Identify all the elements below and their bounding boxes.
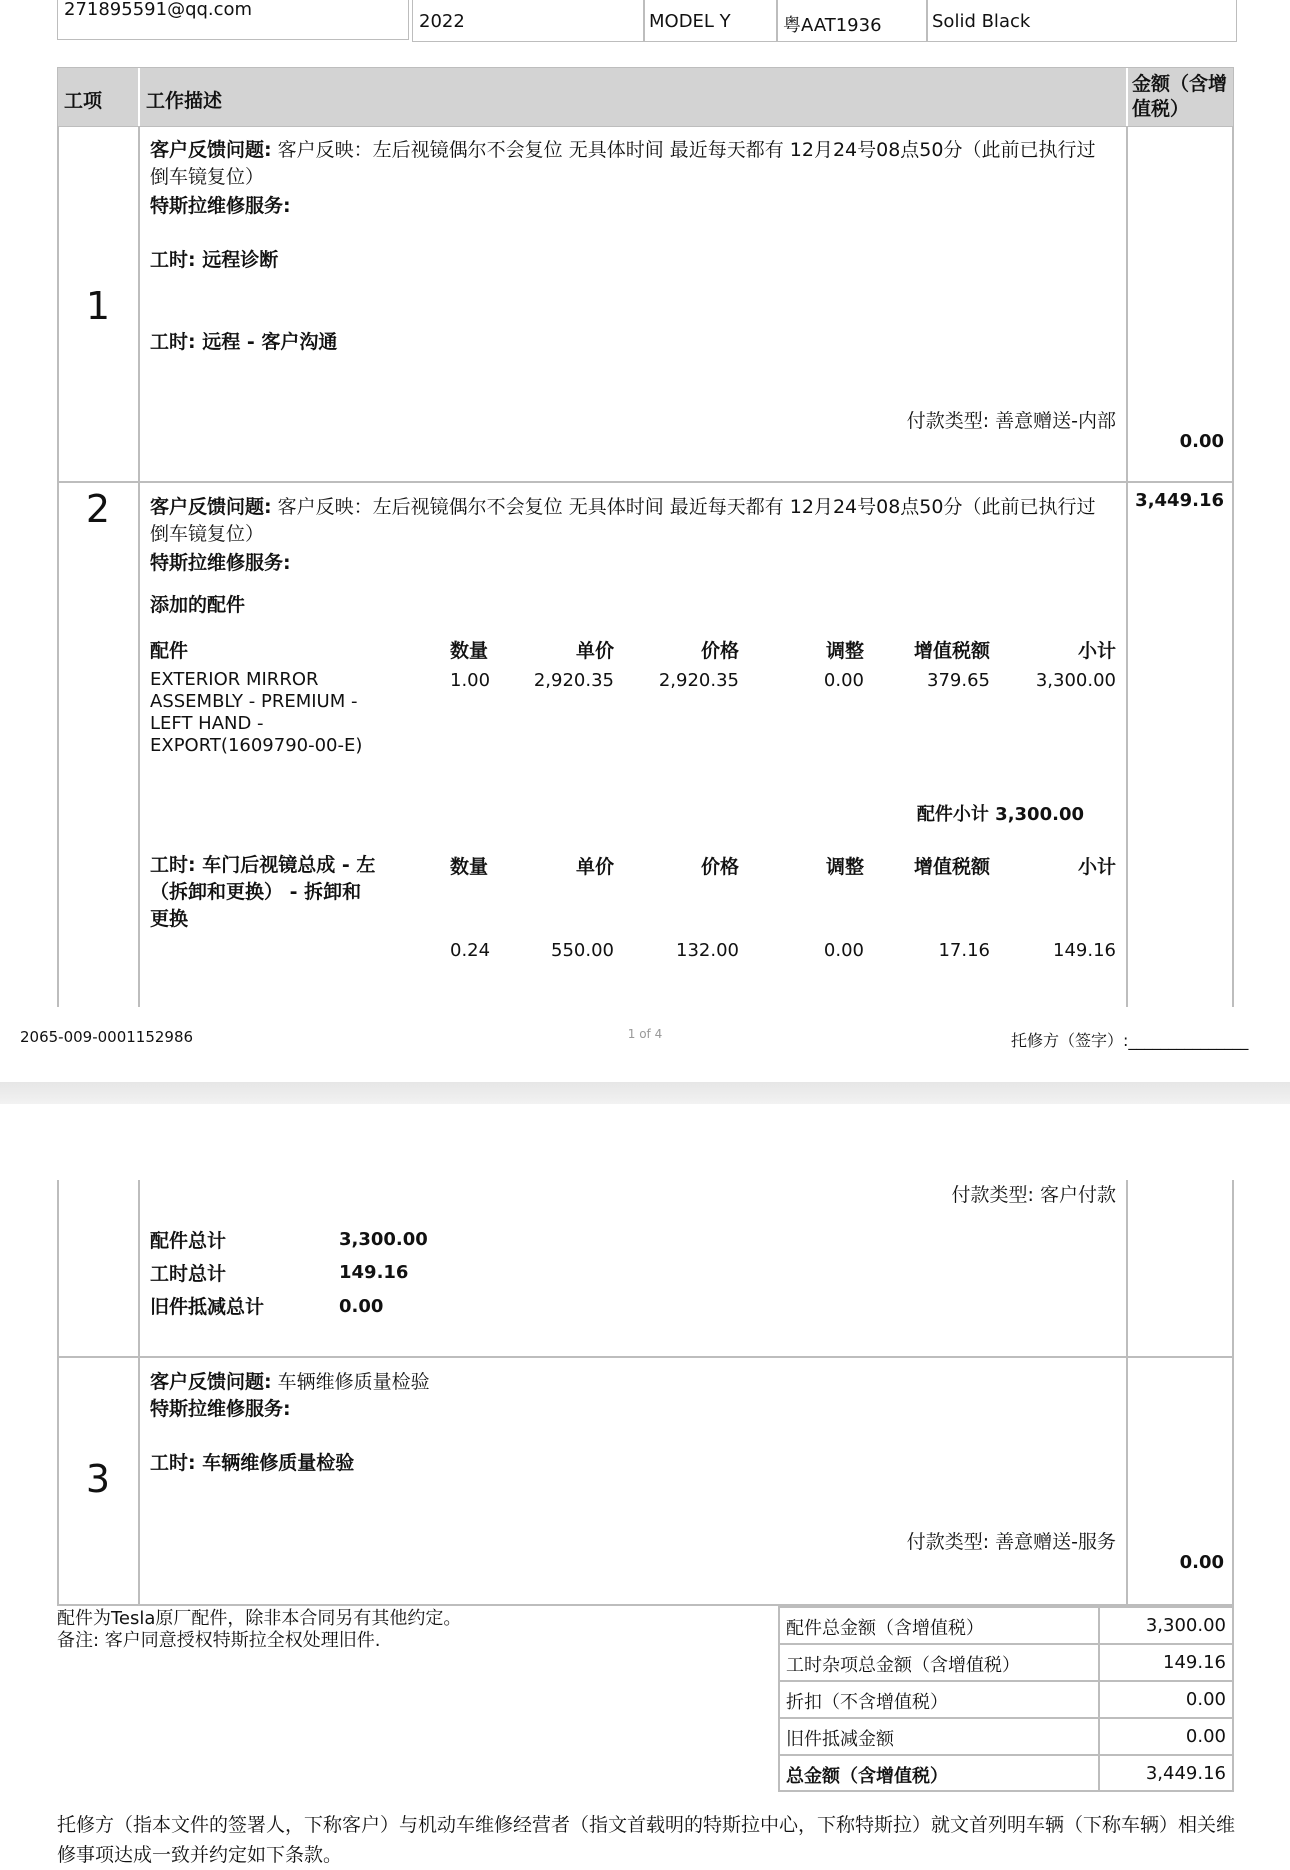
summary-row-total	[780, 1756, 1232, 1790]
part-unit-price: 2,920.35	[533, 670, 614, 691]
page-gap	[0, 1082, 1290, 1104]
part-adjust: 0.00	[823, 670, 864, 691]
labor-vat: 17.16	[938, 940, 990, 961]
labor-col-subtotal: 小计	[1077, 856, 1116, 878]
parts-col-adjust: 调整	[825, 640, 864, 662]
total-parts-value: 3,300.00	[339, 1229, 428, 1250]
summary-row	[780, 1608, 1232, 1645]
item-1-labor-1: 工时: 远程诊断	[150, 249, 279, 271]
table-border	[57, 1180, 59, 1606]
table-border	[1126, 1180, 1128, 1606]
summary-value: 0.00	[1185, 1726, 1226, 1747]
item-1-feedback	[150, 137, 1110, 191]
item-3-service-label: 特斯拉维修服务:	[150, 1398, 291, 1420]
part-name: EXTERIOR MIRROR ASSEMBLY - PREMIUM - LEFT HAND - EXPORT(1609790-00-E)	[150, 669, 363, 756]
labor-col-vat: 增值税额	[913, 856, 990, 878]
table-header	[57, 67, 1234, 127]
total-labor-label: 工时总计	[150, 1263, 227, 1285]
vehicle-color: Solid Black	[932, 11, 1031, 32]
customer-signature-line: 托修方（签字）:_______________	[1011, 1031, 1249, 1050]
page-number: 1 of 4	[627, 1027, 663, 1041]
part-subtotal: 3,300.00	[1035, 670, 1116, 691]
note-original-parts: 配件为Tesla原厂配件，除非本合同另有其他约定。	[57, 1608, 462, 1629]
row-divider	[57, 481, 1234, 483]
labor-price: 132.00	[676, 940, 739, 961]
item-1-payment-type: 付款类型: 善意赠送-内部	[906, 410, 1116, 432]
total-labor-value: 149.16	[339, 1262, 409, 1283]
feedback-text: 客户反映：左后视镜偶尔不会复位 无具体时间 最近每天都有 12月24号08点50分（此前已执行过倒车镜复位）	[150, 139, 1096, 188]
item-3-number	[60, 1457, 136, 1501]
item-number: 1	[85, 284, 111, 328]
item-2-amount: 3,449.16	[1135, 490, 1224, 511]
divider	[1126, 68, 1128, 126]
summary-label: 配件总金额（含增值税）	[786, 1618, 984, 1639]
invoice-page-2	[0, 1104, 1290, 1866]
terms-paragraph: 托修方（指本文件的签署人，下称客户）与机动车维修经营者（指文首载明的特斯拉中心，下称特斯拉）就文首列明车辆（下称车辆）相关维修事项达成一致并约定如下条款。	[57, 1814, 1236, 1866]
table-border	[138, 127, 140, 1007]
table-border	[138, 1180, 140, 1606]
labor-subtotal: 149.16	[1053, 940, 1116, 961]
parts-col-unit-price: 单价	[575, 640, 614, 662]
summary-row	[780, 1645, 1232, 1682]
item-number: 3	[85, 1457, 111, 1501]
feedback-label: 客户反馈问题:	[150, 139, 272, 161]
table-border	[57, 127, 59, 1007]
table-border	[1126, 127, 1128, 1007]
item-3-amount: 0.00	[1179, 1552, 1224, 1573]
item-number: 2	[85, 487, 111, 531]
item-2-feedback	[150, 494, 1110, 548]
labor-col-qty: 数量	[450, 856, 489, 878]
labor-col-price: 价格	[700, 856, 739, 878]
labor-adjust: 0.00	[823, 940, 864, 961]
note-old-parts: 备注: 客户同意授权特斯拉全权处理旧件.	[57, 1630, 381, 1651]
item-1-labor-2: 工时: 远程 - 客户沟通	[150, 331, 338, 353]
item-3-payment-type: 付款类型: 善意赠送-服务	[906, 1531, 1116, 1553]
summary-label: 总金额（含增值税）	[786, 1766, 948, 1787]
summary-label: 工时杂项总金额（含增值税）	[786, 1655, 1020, 1676]
table-border	[1232, 1180, 1234, 1606]
item-2-payment-type: 付款类型: 客户付款	[951, 1184, 1116, 1206]
parts-col-qty: 数量	[450, 640, 489, 662]
customer-email: 271895591@qq.com	[64, 0, 253, 20]
feedback-text: 车辆维修质量检验	[277, 1371, 430, 1393]
summary-value: 0.00	[1185, 1689, 1226, 1710]
summary-value: 149.16	[1163, 1652, 1226, 1673]
summary-row	[780, 1719, 1232, 1756]
divider	[138, 68, 140, 126]
feedback-text: 客户反映：左后视镜偶尔不会复位 无具体时间 最近每天都有 12月24号08点50分（此前已执行过倒车镜复位）	[150, 496, 1096, 545]
part-vat: 379.65	[927, 670, 990, 691]
labor-name: 工时: 车门后视镜总成 - 左（拆卸和更换） - 拆卸和更换	[150, 854, 376, 930]
divider	[776, 0, 778, 41]
labor-qty: 0.24	[450, 940, 491, 961]
summary-value: 3,449.16	[1145, 1763, 1226, 1784]
vehicle-model: MODEL Y	[649, 11, 731, 32]
item-1-amount: 0.00	[1179, 431, 1224, 452]
vehicle-info-row	[412, 0, 1237, 42]
labor-col-adjust: 调整	[825, 856, 864, 878]
item-1-number	[60, 284, 136, 328]
vehicle-year: 2022	[419, 11, 465, 32]
item-3-feedback	[150, 1367, 1110, 1394]
summary-row	[780, 1682, 1232, 1719]
parts-col-price: 价格	[700, 640, 739, 662]
parts-col-subtotal: 小计	[1077, 640, 1116, 662]
item-2-number	[60, 487, 136, 531]
document-number: 2065-009-0001152986	[20, 1028, 194, 1046]
labor-unit-price: 550.00	[551, 940, 614, 961]
table-border	[1232, 127, 1234, 1007]
header-item: 工项	[64, 90, 103, 112]
item-3-labor: 工时: 车辆维修质量检验	[150, 1452, 355, 1474]
added-parts-label: 添加的配件	[150, 594, 246, 616]
parts-col-part: 配件	[150, 640, 189, 662]
summary-value: 3,300.00	[1145, 1615, 1226, 1636]
labor-col-unit-price: 单价	[575, 856, 614, 878]
divider	[926, 0, 928, 41]
header-description: 工作描述	[146, 90, 223, 112]
parts-col-vat: 增值税额	[913, 640, 990, 662]
parts-subtotal: 配件小计 3,300.00	[916, 804, 1084, 825]
notes	[57, 1608, 461, 1652]
total-core-credit-label: 旧件抵减总计	[150, 1296, 265, 1318]
part-qty: 1.00	[450, 670, 491, 691]
item-1-service-label: 特斯拉维修服务:	[150, 195, 291, 217]
header-amount: 金额（含增值税）	[1132, 73, 1228, 120]
summary-label: 旧件抵减金额	[786, 1729, 894, 1750]
part-price: 2,920.35	[658, 670, 739, 691]
feedback-label: 客户反馈问题:	[150, 496, 272, 518]
divider	[643, 0, 645, 41]
total-parts-label: 配件总计	[150, 1230, 227, 1252]
vehicle-plate: 粤AAT1936	[783, 15, 882, 36]
item-2-service-label: 特斯拉维修服务:	[150, 552, 291, 574]
summary-label: 折扣（不含增值税）	[786, 1692, 948, 1713]
summary-table	[778, 1606, 1234, 1792]
row-divider	[57, 1356, 1234, 1358]
email-cell	[57, 0, 409, 40]
total-core-credit-value: 0.00	[339, 1296, 384, 1317]
feedback-label: 客户反馈问题:	[150, 1371, 272, 1393]
